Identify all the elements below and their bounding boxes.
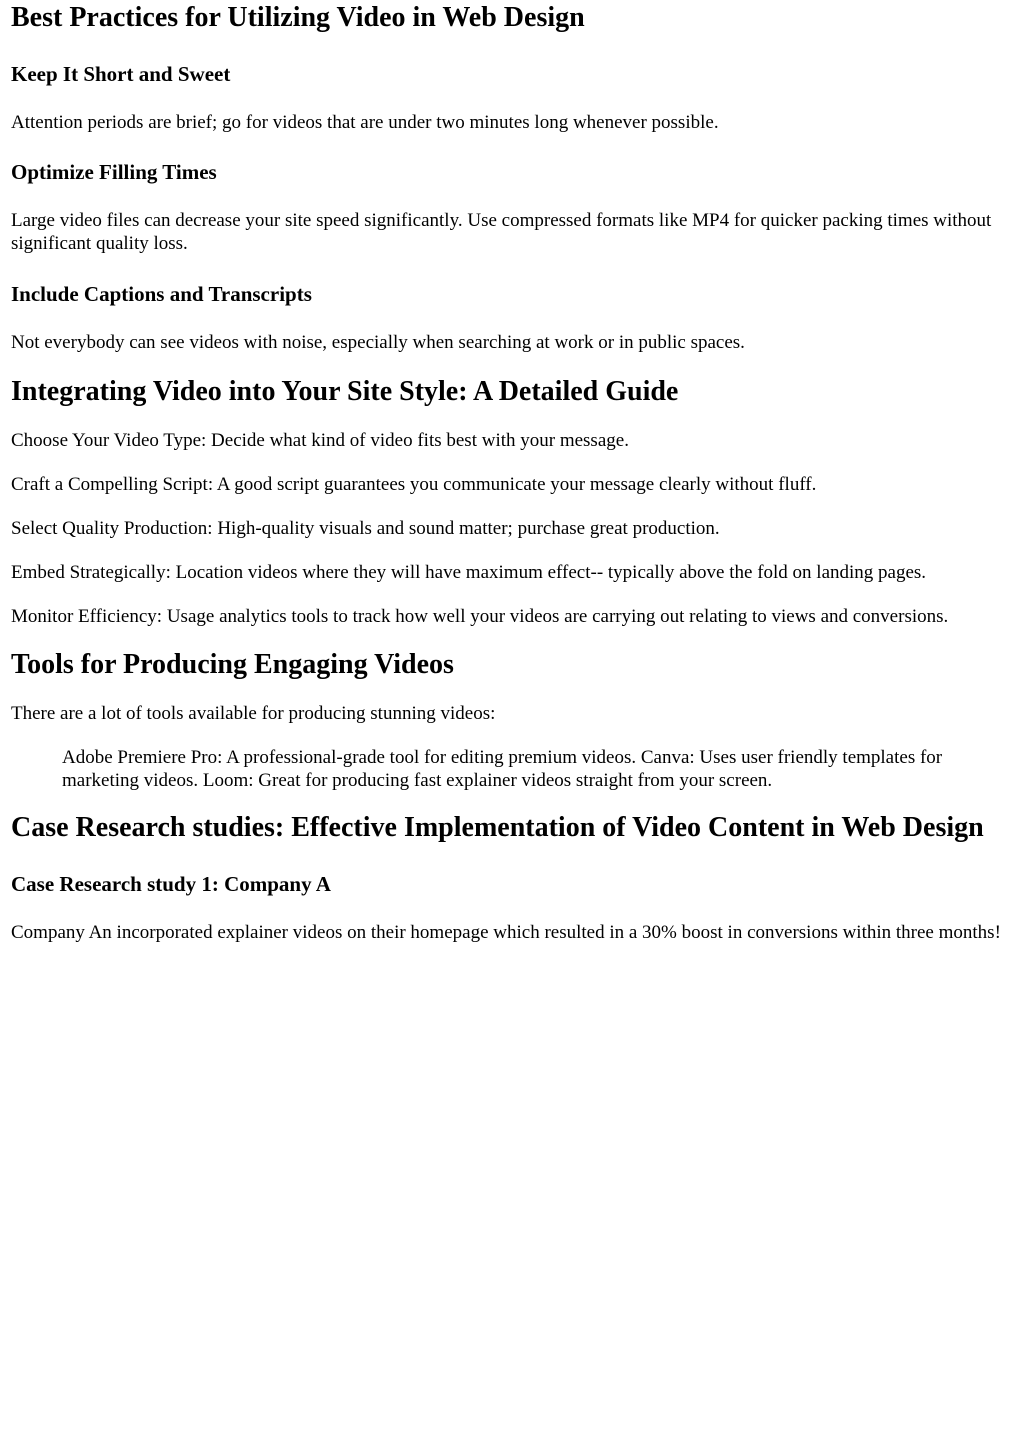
paragraph-tools-intro: There are a lot of tools available for producing stunning videos:	[11, 703, 496, 724]
section-title-tools: Tools for Producing Engaging Videos	[11, 649, 454, 680]
paragraph-captions: Not everybody can see videos with noise, especially when searching at work or in public spaces.	[11, 332, 745, 353]
paragraph-keep-short: Attention periods are brief; go for videos that are under two minutes long whenever possible.	[11, 112, 719, 133]
section-title-case-studies: Case Research studies: Effective Implementation of Video Content in Web Design	[11, 812, 984, 843]
subheading-keep-short: Keep It Short and Sweet	[11, 62, 231, 86]
subheading-case-1: Case Research study 1: Company A	[11, 872, 331, 896]
section-title-best-practices: Best Practices for Utilizing Video in Web Design	[11, 2, 585, 33]
subheading-optimize: Optimize Filling Times	[11, 160, 217, 184]
step-item: Select Quality Production: High-quality visuals and sound matter; purchase great production.	[11, 518, 720, 539]
paragraph-case-1: Company An incorporated explainer videos on their homepage which resulted in a 30% boost in conversions within three months!	[11, 922, 1001, 943]
step-item: Choose Your Video Type: Decide what kind of video fits best with your message.	[11, 430, 629, 451]
step-item: Craft a Compelling Script: A good script guarantees you communicate your message clearly without fluff.	[11, 474, 817, 495]
step-item: Embed Strategically: Location videos where they will have maximum effect-- typically above the fold on landing pages.	[11, 562, 927, 583]
section-title-integrating: Integrating Video into Your Site Style: A Detailed Guide	[11, 376, 679, 407]
step-item: Monitor Efficiency: Usage analytics tools to track how well your videos are carrying out relating to views and conversions.	[11, 606, 949, 627]
paragraph-optimize: Large video files can decrease your site speed significantly. Use compressed formats like MP4 for quicker packing times without significant quality loss.	[11, 210, 992, 254]
subheading-captions: Include Captions and Transcripts	[11, 282, 312, 306]
tools-list-quote: Adobe Premiere Pro: A professional-grade tool for editing premium videos. Canva: Uses user friendly templates for marketing videos. Loom: Great for producing fast explainer videos straight from your screen.	[62, 747, 943, 791]
